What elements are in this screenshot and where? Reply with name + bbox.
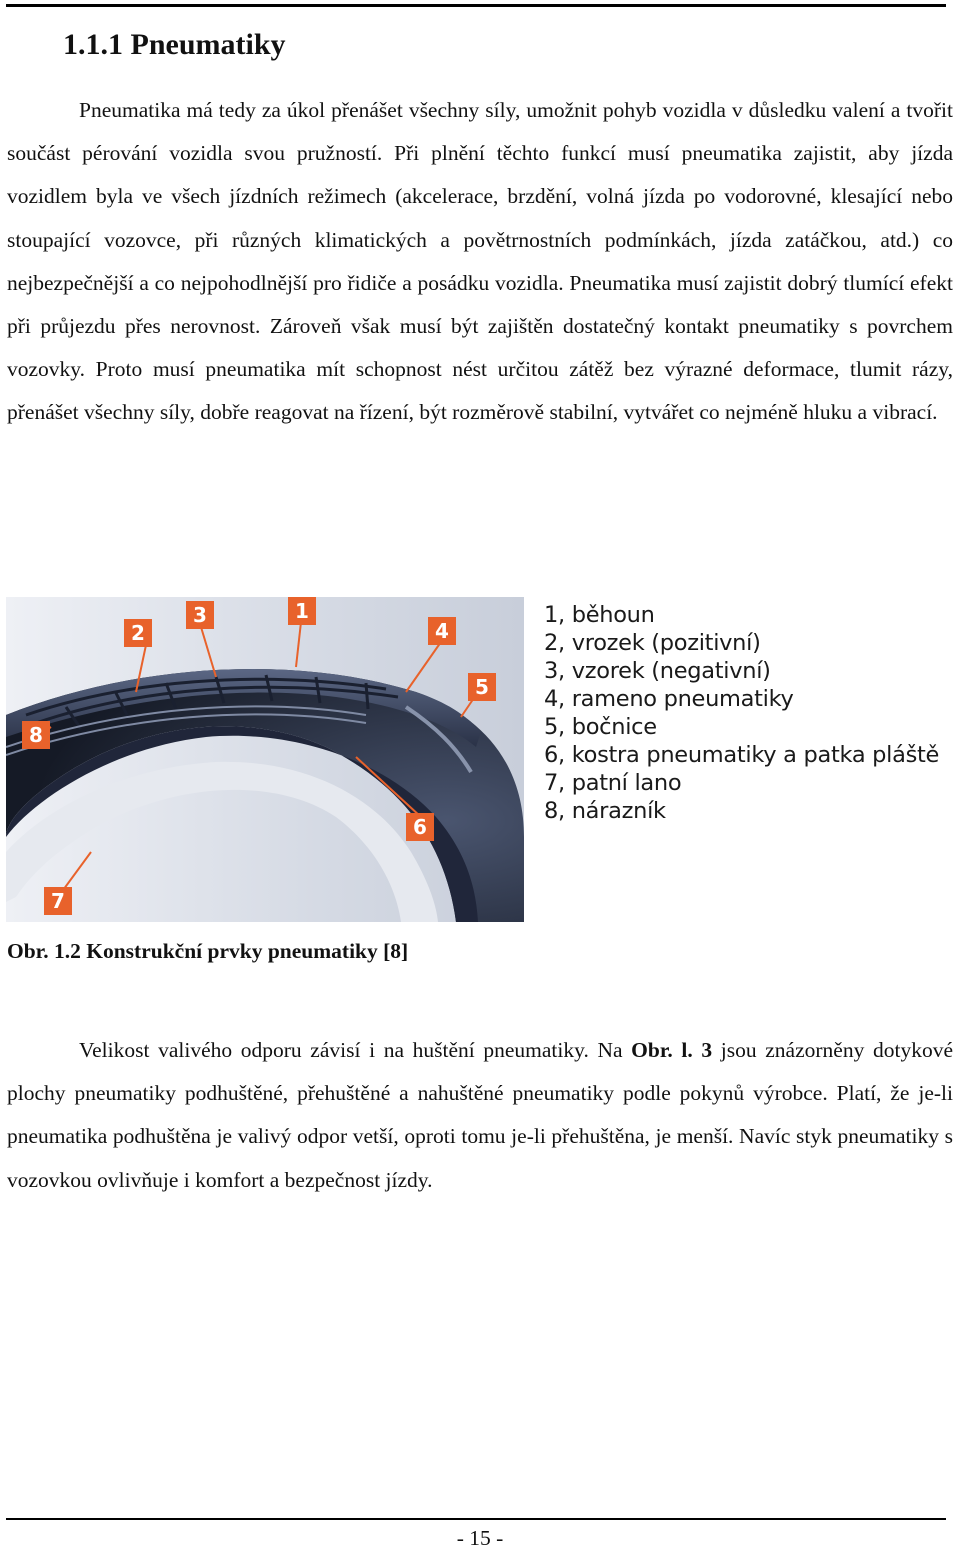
svg-text:8: 8: [29, 723, 43, 747]
rolling-resistance-paragraph: [7, 1029, 953, 1202]
legend-item: 8, nárazník: [544, 798, 666, 824]
marker-3: [186, 601, 214, 629]
marker-4: [428, 617, 456, 645]
top-rule: [6, 4, 946, 7]
legend-item: 1, běhoun: [544, 602, 655, 628]
svg-text:7: 7: [51, 889, 65, 913]
tire-parts-legend: [544, 601, 939, 825]
marker-6: [406, 813, 434, 841]
paragraph-text-part2: jsou znázorněny dotykové plochy pneumatiky podhuštěné, přehuštěné a nahuštěné pneumatiky podle pokynů výrobce. Platí, že je-li pneumatika podhuštěna je valivý odpor vetší, oproti tomu je-li přehuštěna, je menší. Navíc styk pneumatiky s vozovkou ovlivňuje i komfort a bezpečnost jízdy.: [7, 1038, 953, 1192]
legend-item: 3, vzorek (negativní): [544, 658, 771, 684]
legend-item: 4, rameno pneumatiky: [544, 686, 794, 712]
tire-diagram: [6, 597, 524, 922]
marker-8: [22, 721, 50, 749]
tire-cross-section-image: [6, 597, 524, 922]
figure-reference: Obr. l. 3: [631, 1038, 713, 1062]
marker-1: [288, 597, 316, 625]
svg-text:1: 1: [295, 599, 309, 623]
legend-item: 6, kostra pneumatiky a patka pláště: [544, 742, 940, 768]
marker-7: [44, 887, 72, 915]
svg-text:2: 2: [131, 621, 145, 645]
legend-item: 7, patní lano: [544, 770, 682, 796]
svg-text:4: 4: [435, 619, 449, 643]
svg-text:6: 6: [413, 815, 427, 839]
legend-item: 2, vrozek (pozitivní): [544, 630, 761, 656]
marker-2: [124, 619, 152, 647]
intro-paragraph: [7, 89, 953, 435]
svg-text:3: 3: [193, 603, 207, 627]
paragraph-text-part1: Velikost valivého odporu závisí i na huštění pneumatiky. Na: [79, 1038, 632, 1062]
section-heading: 1.1.1 Pneumatiky: [63, 28, 286, 61]
bottom-rule: [6, 1518, 946, 1520]
figure-caption: Obr. 1.2 Konstrukční prvky pneumatiky [8]: [7, 939, 409, 963]
page-number: - 15 -: [456, 1526, 504, 1550]
intro-paragraph-text: Pneumatika má tedy za úkol přenášet všechny síly, umožnit pohyb vozidla v důsledku valení a tvořit součást pérování vozidla svou pružností. Při plnění těchto funkcí musí pneumatika zajistit, aby jízda vozidlem byla ve všech jízdních režimech (akcelerace, brzdění, volná jízda po vodorovné, klesající nebo stoupající vozovce, při různých klimatických a povětrnostních podmínkách, jízda zatáčkou, atd.) co nejbezpečnější a co nejpohodlnější pro řidiče a posádku vozidla. Pneumatika musí zajistit dobrý tlumící efekt při průjezdu přes nerovnost. Zároveň však musí být zajištěn dostatečný kontakt pneumatiky s povrchem vozovky. Proto musí pneumatika mít schopnost nést určitou zátěž bez výrazné deformace, tlumit rázy, přenášet všechny síly, dobře reagovat na řízení, být rozměrově stabilní, vytvářet co nejméně hluku a vibrací.: [7, 98, 953, 425]
legend-item: 5, bočnice: [544, 714, 657, 740]
svg-text:5: 5: [475, 675, 489, 699]
marker-5: [468, 673, 496, 701]
